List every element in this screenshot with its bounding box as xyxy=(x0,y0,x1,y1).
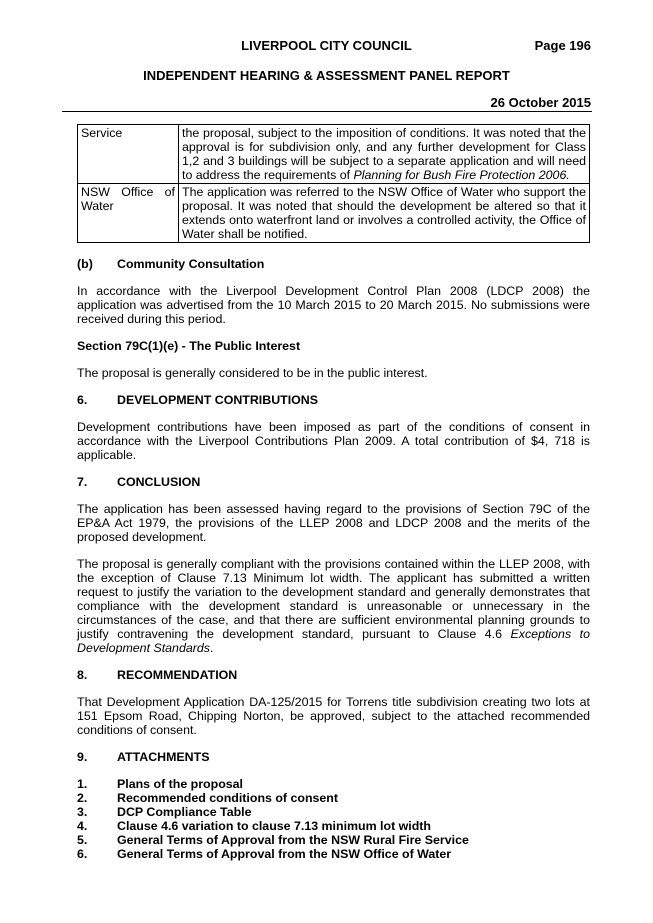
public-interest-heading: Section 79C(1)(e) - The Public Interest xyxy=(77,339,301,353)
report-body xyxy=(77,124,590,861)
conclusion-heading: 7. CONCLUSION xyxy=(77,475,201,489)
table-row xyxy=(78,125,590,184)
conclusion-para-1: The application has been assessed having regard to the provisions of Section 79C of the EP&A Act 1979, the provisions of the LLEP 2008 and LDCP 2008 and the merits of the proposed development. xyxy=(77,502,590,544)
conclusion-para-2: The proposal is generally compliant with the provisions contained within the LLEP 2008, with the exception of Clause 7.13 Minimum lot width. The applicant has submitted a written request to justify the variation to the development standard and generally demonstrates that compliance with the development standard is unreasonable or unnecessary in the circumstances of the case, and that there are sufficient environmental planning grounds to justify contravening the development standard, pursuant to Clause 4.6 Exceptions to Development Standards. xyxy=(77,557,590,655)
list-item: 1. Plans of the proposal xyxy=(77,777,243,791)
list-item: 2. Recommended conditions of consent xyxy=(77,791,338,805)
header-rule xyxy=(62,111,592,112)
community-text: In accordance with the Liverpool Development Control Plan 2008 (LDCP 2008) the application was advertised from the 10 March 2015 to 20 March 2015. No submissions were received during this period. xyxy=(77,284,590,326)
contributions-text: Development contributions have been imposed as part of the conditions of consent in accordance with the Liverpool Contributions Plan 2009. A total contribution of $4, 718 is applicable. xyxy=(77,420,590,462)
list-item: 3. DCP Compliance Table xyxy=(77,805,252,819)
referrals-table xyxy=(77,124,590,243)
list-item: 5. General Terms of Approval from the NSW Rural Fire Service xyxy=(77,833,469,847)
public-interest-text: The proposal is generally considered to be in the public interest. xyxy=(77,366,428,380)
report-title: INDEPENDENT HEARING & ASSESSMENT PANEL REPORT xyxy=(143,68,510,83)
community-heading: (b) Community Consultation xyxy=(77,257,265,271)
recommendation-text: That Development Application DA-125/2015 for Torrens title subdivision creating two lots at 151 Epsom Road, Chipping Norton, be approved, subject to the attached recommended conditions of consent. xyxy=(77,695,590,737)
attachments-heading: 9. ATTACHMENTS xyxy=(77,750,210,764)
table-row xyxy=(78,184,590,243)
page-number: Page 196 xyxy=(534,38,591,53)
list-item: 6. General Terms of Approval from the NSW Office of Water xyxy=(77,847,452,861)
comment-cell: the proposal, subject to the imposition of conditions. It was noted that the approval is for subdivision only, and any further development for Class 1,2 and 3 buildings will be subject to a separate application and will need to address the requirements of Planning for Bush Fire Protection 2006. xyxy=(179,125,590,184)
list-item: 4. Clause 4.6 variation to clause 7.13 minimum lot width xyxy=(77,819,431,833)
agency-cell: NSW Office of Water xyxy=(78,184,179,243)
contributions-heading: 6. DEVELOPMENT CONTRIBUTIONS xyxy=(77,393,319,407)
comment-cell: The application was referred to the NSW Office of Water who support the proposal. It was noted that should the development be altered so that it extends onto waterfront land or involves a controlled activity, the Office of Water shall be notified. xyxy=(179,184,590,243)
report-date: 26 October 2015 xyxy=(490,95,591,110)
recommendation-heading: 8. RECOMMENDATION xyxy=(77,668,238,682)
attachments-list xyxy=(77,777,590,861)
agency-cell: Service xyxy=(78,125,179,184)
council-name: LIVERPOOL CITY COUNCIL xyxy=(241,38,412,53)
